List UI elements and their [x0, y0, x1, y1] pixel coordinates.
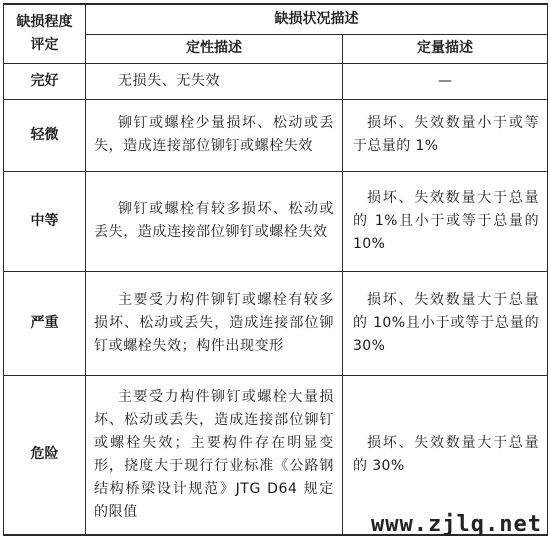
- row-level: 危险: [4, 375, 86, 535]
- header-row-1: [4, 4, 548, 34]
- header-defect-level: [4, 4, 86, 63]
- row-quantitative: 损坏、失效数量大于总量的 30%: [343, 375, 548, 535]
- table-row: [4, 99, 548, 171]
- row-qualitative: 无损失、无失效: [86, 63, 343, 99]
- defect-assessment-table: [3, 3, 548, 536]
- row-qualitative: 主要受力构件铆钉或螺栓有较多损坏、松动或丢失，造成连接部位铆钉或螺栓失效；构件出现变形: [86, 271, 343, 375]
- header-defect-status: 缺损状况描述: [86, 4, 548, 34]
- row-quantitative: 损坏、失效数量大于总量的 10%且小于或等于总量的 30%: [343, 271, 548, 375]
- row-level: 中等: [4, 171, 86, 271]
- table-row: [4, 271, 548, 375]
- site-watermark: www.zjlq.net: [371, 512, 542, 537]
- table-row: [4, 63, 548, 99]
- table-row: [4, 171, 548, 271]
- row-quantitative: 损坏、失效数量小于或等于总量的 1%: [343, 99, 548, 171]
- row-level: 轻微: [4, 99, 86, 171]
- row-qualitative: 铆钉或螺栓少量损坏、松动或丢失，造成连接部位铆钉或螺栓失效: [86, 99, 343, 171]
- header-defect-level-line1: 缺损程度: [16, 13, 73, 30]
- table-row: [4, 375, 548, 535]
- row-level: 严重: [4, 271, 86, 375]
- row-qualitative: 主要受力构件铆钉或螺栓大量损坏、松动或丢失，造成连接部位铆钉或螺栓失效；主要构件存在明显变形，挠度大于现行行业标准《公路钢结构桥梁设计规范》JTG D64 规定的限值: [86, 375, 343, 535]
- header-quantitative: 定量描述: [343, 34, 548, 63]
- header-row-2: [4, 34, 548, 63]
- header-defect-level-line2: 评定: [30, 36, 59, 53]
- row-qualitative: 铆钉或螺栓有较多损坏、松动或丢失，造成连接部位铆钉或螺栓失效: [86, 171, 343, 271]
- row-level: 完好: [4, 63, 86, 99]
- row-quantitative: 损坏、失效数量大于总量的 1%且小于或等于总量的 10%: [343, 171, 548, 271]
- header-qualitative: 定性描述: [86, 34, 343, 63]
- row-quantitative: —: [343, 63, 548, 99]
